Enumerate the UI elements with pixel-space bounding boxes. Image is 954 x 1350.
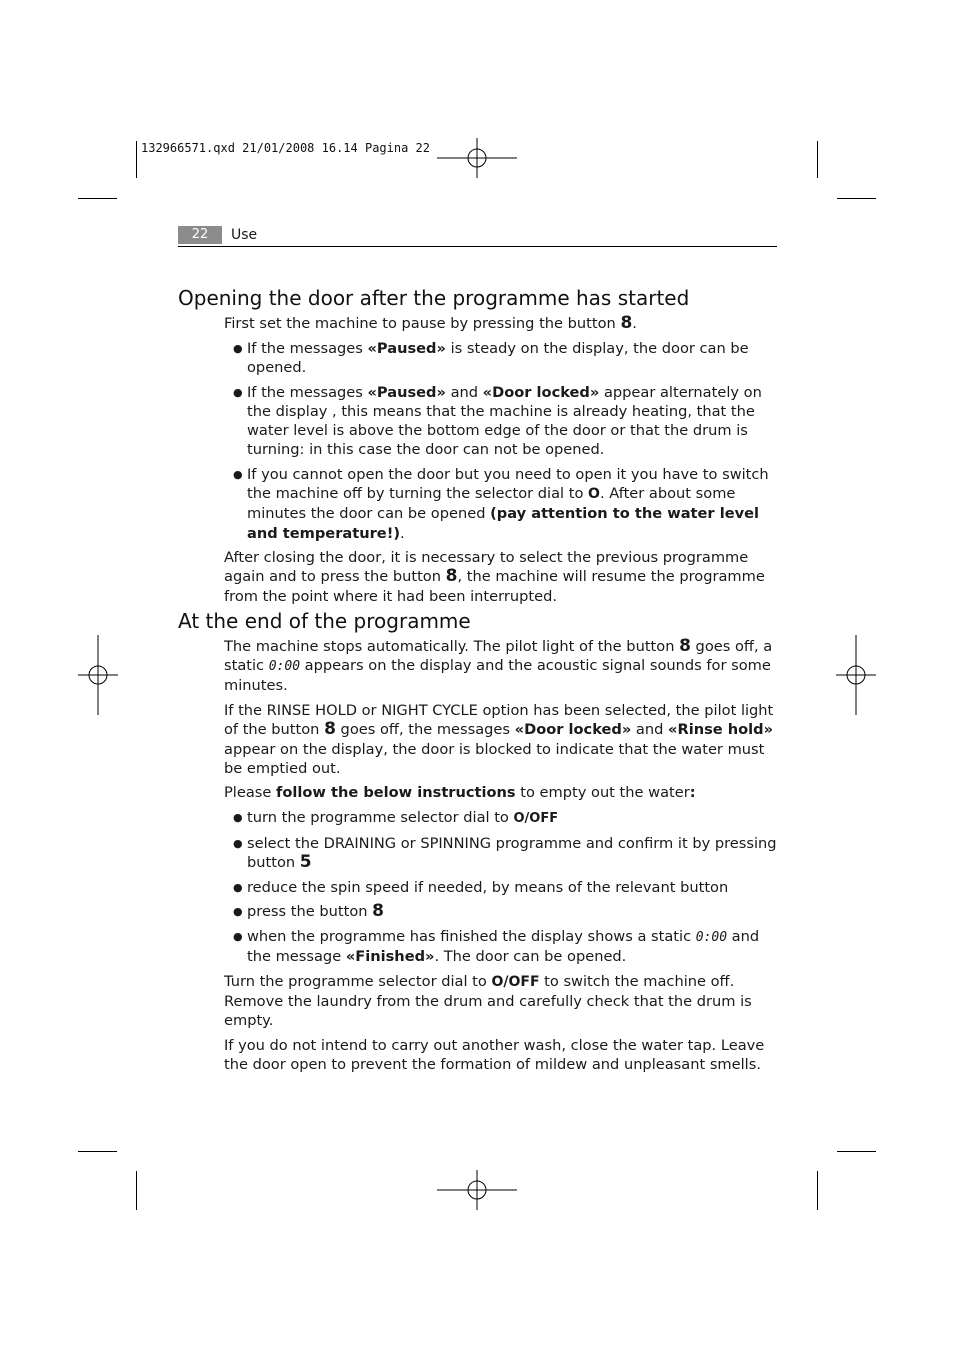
paragraph: First set the machine to pause by pressing the button 8.: [224, 313, 637, 333]
paragraph: The machine stops automatically. The pilot light of the button 8 goes off, a static 0:00 appears on the display and the acoustic signal sounds for some minutes.: [224, 636, 773, 695]
crop-mark: [78, 1151, 117, 1152]
section-label: Use: [231, 227, 258, 243]
bullet-list: [224, 808, 780, 966]
bullet-icon: ●: [233, 385, 243, 399]
list-item: ● If the messages «Paused» and «Door locked» appear alternately on the display , this means that the machine is already heating, that the water level is above the bottom edge of the door or that the drum is turning: in this case the door can not be opened.: [233, 383, 762, 459]
list-item: ● reduce the spin speed if needed, by means of the relevant button: [233, 878, 729, 896]
paragraph: If the RINSE HOLD or NIGHT CYCLE option has been selected, the pilot light of the button 8 goes off, the messages «Door locked» and «Rinse hold» appear on the display, the door is blocked to indicate that the water must be emptied out.: [224, 702, 774, 777]
list-item: ● press the button 8: [233, 901, 384, 922]
bullet-icon: ●: [233, 905, 243, 919]
list-item: ● turn the programme selector dial to O/OFF: [233, 809, 559, 827]
bullet-icon: ●: [233, 467, 243, 481]
bullet-icon: ●: [233, 930, 243, 944]
section-body-opening-door: [224, 314, 780, 611]
paragraph: After closing the door, it is necessary to select the previous programme again and to press the button 8, the machine will resume the programme from the point where it had been interrupted.: [224, 549, 765, 605]
crop-mark: [136, 141, 137, 178]
bullet-icon: ●: [233, 880, 243, 894]
crop-mark: [837, 198, 876, 199]
print-slug: 132966571.qxd 21/01/2008 16.14 Pagina 22: [141, 141, 430, 155]
page-number: 22: [178, 226, 222, 244]
bullet-icon: ●: [233, 341, 243, 355]
registration-mark-top: [437, 138, 517, 178]
list-item: ● when the programme has finished the display shows a static 0:00 and the message «Finished». The door can be opened.: [233, 928, 760, 966]
registration-mark-bottom: [437, 1170, 517, 1210]
crop-mark: [837, 1151, 876, 1152]
section-body-end-of-programme: [224, 637, 780, 1080]
list-item: ● If you cannot open the door but you need to open it you have to switch the machine off by turning the selector dial to O. After about some minutes the door can be opened (pay attention to the water level and temperature!).: [233, 465, 769, 542]
section-title-opening-door: Opening the door after the programme has started: [178, 286, 690, 310]
header-rule: [178, 246, 777, 247]
bullet-icon: ●: [233, 811, 243, 825]
paragraph: Turn the programme selector dial to O/OFF to switch the machine off. Remove the laundry from the drum and carefully check that the drum is empty.: [224, 973, 752, 1030]
section-title-end-of-programme: At the end of the programme: [178, 609, 471, 633]
crop-mark: [78, 198, 117, 199]
paragraph: Please follow the below instructions to empty out the water:: [224, 784, 696, 802]
registration-mark-right: [836, 635, 876, 715]
bullet-list: [224, 339, 780, 543]
crop-mark: [817, 141, 818, 178]
list-item: ● If the messages «Paused» is steady on the display, the door can be opened.: [233, 339, 749, 376]
list-item: ● select the DRAINING or SPINNING programme and confirm it by pressing button 5: [233, 834, 777, 873]
crop-mark: [136, 1171, 137, 1210]
crop-mark: [817, 1171, 818, 1210]
paragraph: If you do not intend to carry out another wash, close the water tap. Leave the door open to prevent the formation of mildew and unpleasant smells.: [224, 1037, 765, 1074]
bullet-icon: ●: [233, 836, 243, 850]
registration-mark-left: [78, 635, 118, 715]
